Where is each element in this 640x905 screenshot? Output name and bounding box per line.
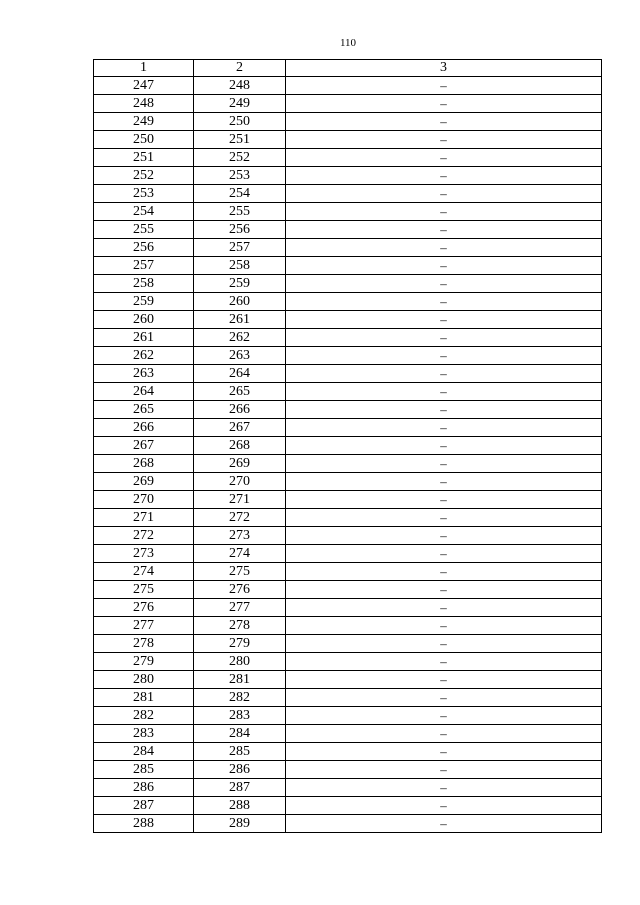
table-cell-col2: 251 — [194, 131, 286, 149]
table-cell-col1: 260 — [94, 311, 194, 329]
table-cell-col2: 259 — [194, 275, 286, 293]
table-cell-col2: 287 — [194, 779, 286, 797]
table-cell-col3: – — [286, 545, 602, 563]
table-cell-col1: 277 — [94, 617, 194, 635]
table-cell-col2: 257 — [194, 239, 286, 257]
table-cell-col3: – — [286, 275, 602, 293]
table-row — [94, 761, 602, 779]
table-row — [94, 725, 602, 743]
table-cell-col3: – — [286, 167, 602, 185]
table-cell-col2: 255 — [194, 203, 286, 221]
table-cell-col1: 282 — [94, 707, 194, 725]
table-row — [94, 203, 602, 221]
table-row — [94, 491, 602, 509]
table-cell-col1: 250 — [94, 131, 194, 149]
table-row — [94, 509, 602, 527]
table-cell-col3: – — [286, 185, 602, 203]
table-cell-col3: – — [286, 311, 602, 329]
table-cell-col3: – — [286, 617, 602, 635]
table-row — [94, 617, 602, 635]
table-cell-col2: 263 — [194, 347, 286, 365]
table-row — [94, 815, 602, 833]
table-cell-col3: – — [286, 779, 602, 797]
table-cell-col1: 261 — [94, 329, 194, 347]
page-number: 110 — [339, 37, 357, 49]
table-cell-col2: 271 — [194, 491, 286, 509]
table-cell-col2: 264 — [194, 365, 286, 383]
table-cell-col3: – — [286, 77, 602, 95]
table-cell-col3: – — [286, 635, 602, 653]
table-cell-col1: 273 — [94, 545, 194, 563]
table-cell-col2: 282 — [194, 689, 286, 707]
column-header-1: 1 — [94, 60, 194, 77]
table-cell-col2: 249 — [194, 95, 286, 113]
table-row — [94, 671, 602, 689]
table-row — [94, 365, 602, 383]
table-row — [94, 437, 602, 455]
table-row — [94, 167, 602, 185]
table-cell-col1: 285 — [94, 761, 194, 779]
table-cell-col2: 284 — [194, 725, 286, 743]
table-cell-col3: – — [286, 419, 602, 437]
table-cell-col2: 275 — [194, 563, 286, 581]
table-row — [94, 779, 602, 797]
column-header-2: 2 — [194, 60, 286, 77]
table-cell-col3: – — [286, 743, 602, 761]
table-cell-col2: 281 — [194, 671, 286, 689]
table-row — [94, 527, 602, 545]
table-row — [94, 545, 602, 563]
table-row — [94, 599, 602, 617]
table-row — [94, 113, 602, 131]
table-cell-col1: 248 — [94, 95, 194, 113]
table-cell-col3: – — [286, 293, 602, 311]
table-row — [94, 401, 602, 419]
table-cell-col2: 260 — [194, 293, 286, 311]
table-cell-col3: – — [286, 815, 602, 833]
table-row — [94, 563, 602, 581]
table-cell-col3: – — [286, 671, 602, 689]
table-cell-col2: 278 — [194, 617, 286, 635]
table-cell-col2: 277 — [194, 599, 286, 617]
table-cell-col3: – — [286, 707, 602, 725]
table-cell-col1: 278 — [94, 635, 194, 653]
table-cell-col3: – — [286, 653, 602, 671]
table-cell-col2: 252 — [194, 149, 286, 167]
table-cell-col1: 249 — [94, 113, 194, 131]
table-cell-col1: 272 — [94, 527, 194, 545]
table-cell-col3: – — [286, 581, 602, 599]
table-cell-col2: 285 — [194, 743, 286, 761]
table-cell-col3: – — [286, 203, 602, 221]
table-row — [94, 455, 602, 473]
table-row — [94, 473, 602, 491]
table-cell-col2: 289 — [194, 815, 286, 833]
table-row — [94, 743, 602, 761]
table-cell-col3: – — [286, 329, 602, 347]
table-row — [94, 329, 602, 347]
table-cell-col3: – — [286, 509, 602, 527]
table-cell-col2: 253 — [194, 167, 286, 185]
table-cell-col3: – — [286, 689, 602, 707]
table-cell-col2: 258 — [194, 257, 286, 275]
table-row — [94, 797, 602, 815]
table-cell-col3: – — [286, 113, 602, 131]
table-cell-col2: 288 — [194, 797, 286, 815]
table-row — [94, 77, 602, 95]
table-cell-col2: 269 — [194, 455, 286, 473]
table-body — [94, 77, 602, 833]
table-cell-col2: 248 — [194, 77, 286, 95]
table-cell-col3: – — [286, 455, 602, 473]
table-cell-col2: 274 — [194, 545, 286, 563]
table-cell-col2: 276 — [194, 581, 286, 599]
table-row — [94, 383, 602, 401]
table-cell-col2: 256 — [194, 221, 286, 239]
table-cell-col3: – — [286, 131, 602, 149]
table-cell-col1: 262 — [94, 347, 194, 365]
table-cell-col1: 247 — [94, 77, 194, 95]
table-cell-col3: – — [286, 347, 602, 365]
column-header-3: 3 — [286, 60, 602, 77]
table-cell-col1: 271 — [94, 509, 194, 527]
table-cell-col1: 256 — [94, 239, 194, 257]
table-cell-col1: 269 — [94, 473, 194, 491]
table-cell-col1: 264 — [94, 383, 194, 401]
table-cell-col1: 266 — [94, 419, 194, 437]
table-cell-col3: – — [286, 149, 602, 167]
table-row — [94, 95, 602, 113]
table-row — [94, 293, 602, 311]
table-cell-col3: – — [286, 725, 602, 743]
table-cell-col1: 258 — [94, 275, 194, 293]
table-cell-col1: 267 — [94, 437, 194, 455]
table-row — [94, 347, 602, 365]
table-cell-col3: – — [286, 365, 602, 383]
table-cell-col3: – — [286, 563, 602, 581]
table-cell-col1: 252 — [94, 167, 194, 185]
table-cell-col1: 280 — [94, 671, 194, 689]
table-cell-col3: – — [286, 401, 602, 419]
table-cell-col2: 265 — [194, 383, 286, 401]
table-cell-col2: 270 — [194, 473, 286, 491]
table-cell-col1: 268 — [94, 455, 194, 473]
table-cell-col2: 267 — [194, 419, 286, 437]
table-row — [94, 419, 602, 437]
table-cell-col1: 283 — [94, 725, 194, 743]
table-cell-col2: 283 — [194, 707, 286, 725]
table-row — [94, 275, 602, 293]
table-row — [94, 635, 602, 653]
table-cell-col3: – — [286, 527, 602, 545]
data-table — [93, 59, 602, 833]
table-cell-col3: – — [286, 473, 602, 491]
table-cell-col2: 250 — [194, 113, 286, 131]
table-cell-col2: 286 — [194, 761, 286, 779]
table-cell-col1: 257 — [94, 257, 194, 275]
table-row — [94, 707, 602, 725]
table-cell-col2: 272 — [194, 509, 286, 527]
table-cell-col3: – — [286, 221, 602, 239]
table-cell-col2: 266 — [194, 401, 286, 419]
table-row — [94, 149, 602, 167]
table-row — [94, 221, 602, 239]
table-cell-col2: 254 — [194, 185, 286, 203]
table-row — [94, 239, 602, 257]
table-cell-col3: – — [286, 437, 602, 455]
table-row — [94, 131, 602, 149]
table-row — [94, 257, 602, 275]
table-cell-col1: 274 — [94, 563, 194, 581]
table-cell-col3: – — [286, 761, 602, 779]
table-cell-col1: 265 — [94, 401, 194, 419]
table-cell-col1: 281 — [94, 689, 194, 707]
table-row — [94, 311, 602, 329]
table-cell-col3: – — [286, 95, 602, 113]
table-cell-col2: 279 — [194, 635, 286, 653]
table-cell-col2: 261 — [194, 311, 286, 329]
table-cell-col1: 275 — [94, 581, 194, 599]
table-cell-col2: 280 — [194, 653, 286, 671]
table-cell-col1: 279 — [94, 653, 194, 671]
table-cell-col1: 276 — [94, 599, 194, 617]
table-cell-col3: – — [286, 599, 602, 617]
table-cell-col1: 254 — [94, 203, 194, 221]
table-cell-col1: 286 — [94, 779, 194, 797]
table-cell-col3: – — [286, 491, 602, 509]
table-cell-col1: 255 — [94, 221, 194, 239]
table-cell-col3: – — [286, 797, 602, 815]
table-cell-col1: 270 — [94, 491, 194, 509]
table-cell-col1: 284 — [94, 743, 194, 761]
table-cell-col1: 259 — [94, 293, 194, 311]
table-header-row — [94, 60, 602, 77]
table-cell-col2: 262 — [194, 329, 286, 347]
table-cell-col1: 288 — [94, 815, 194, 833]
table-row — [94, 653, 602, 671]
table-cell-col3: – — [286, 257, 602, 275]
table-cell-col2: 273 — [194, 527, 286, 545]
table-cell-col1: 287 — [94, 797, 194, 815]
table-cell-col1: 251 — [94, 149, 194, 167]
table-cell-col2: 268 — [194, 437, 286, 455]
table-row — [94, 185, 602, 203]
table-cell-col3: – — [286, 239, 602, 257]
table-cell-col1: 253 — [94, 185, 194, 203]
table-cell-col1: 263 — [94, 365, 194, 383]
table-row — [94, 689, 602, 707]
table-row — [94, 581, 602, 599]
table-cell-col3: – — [286, 383, 602, 401]
